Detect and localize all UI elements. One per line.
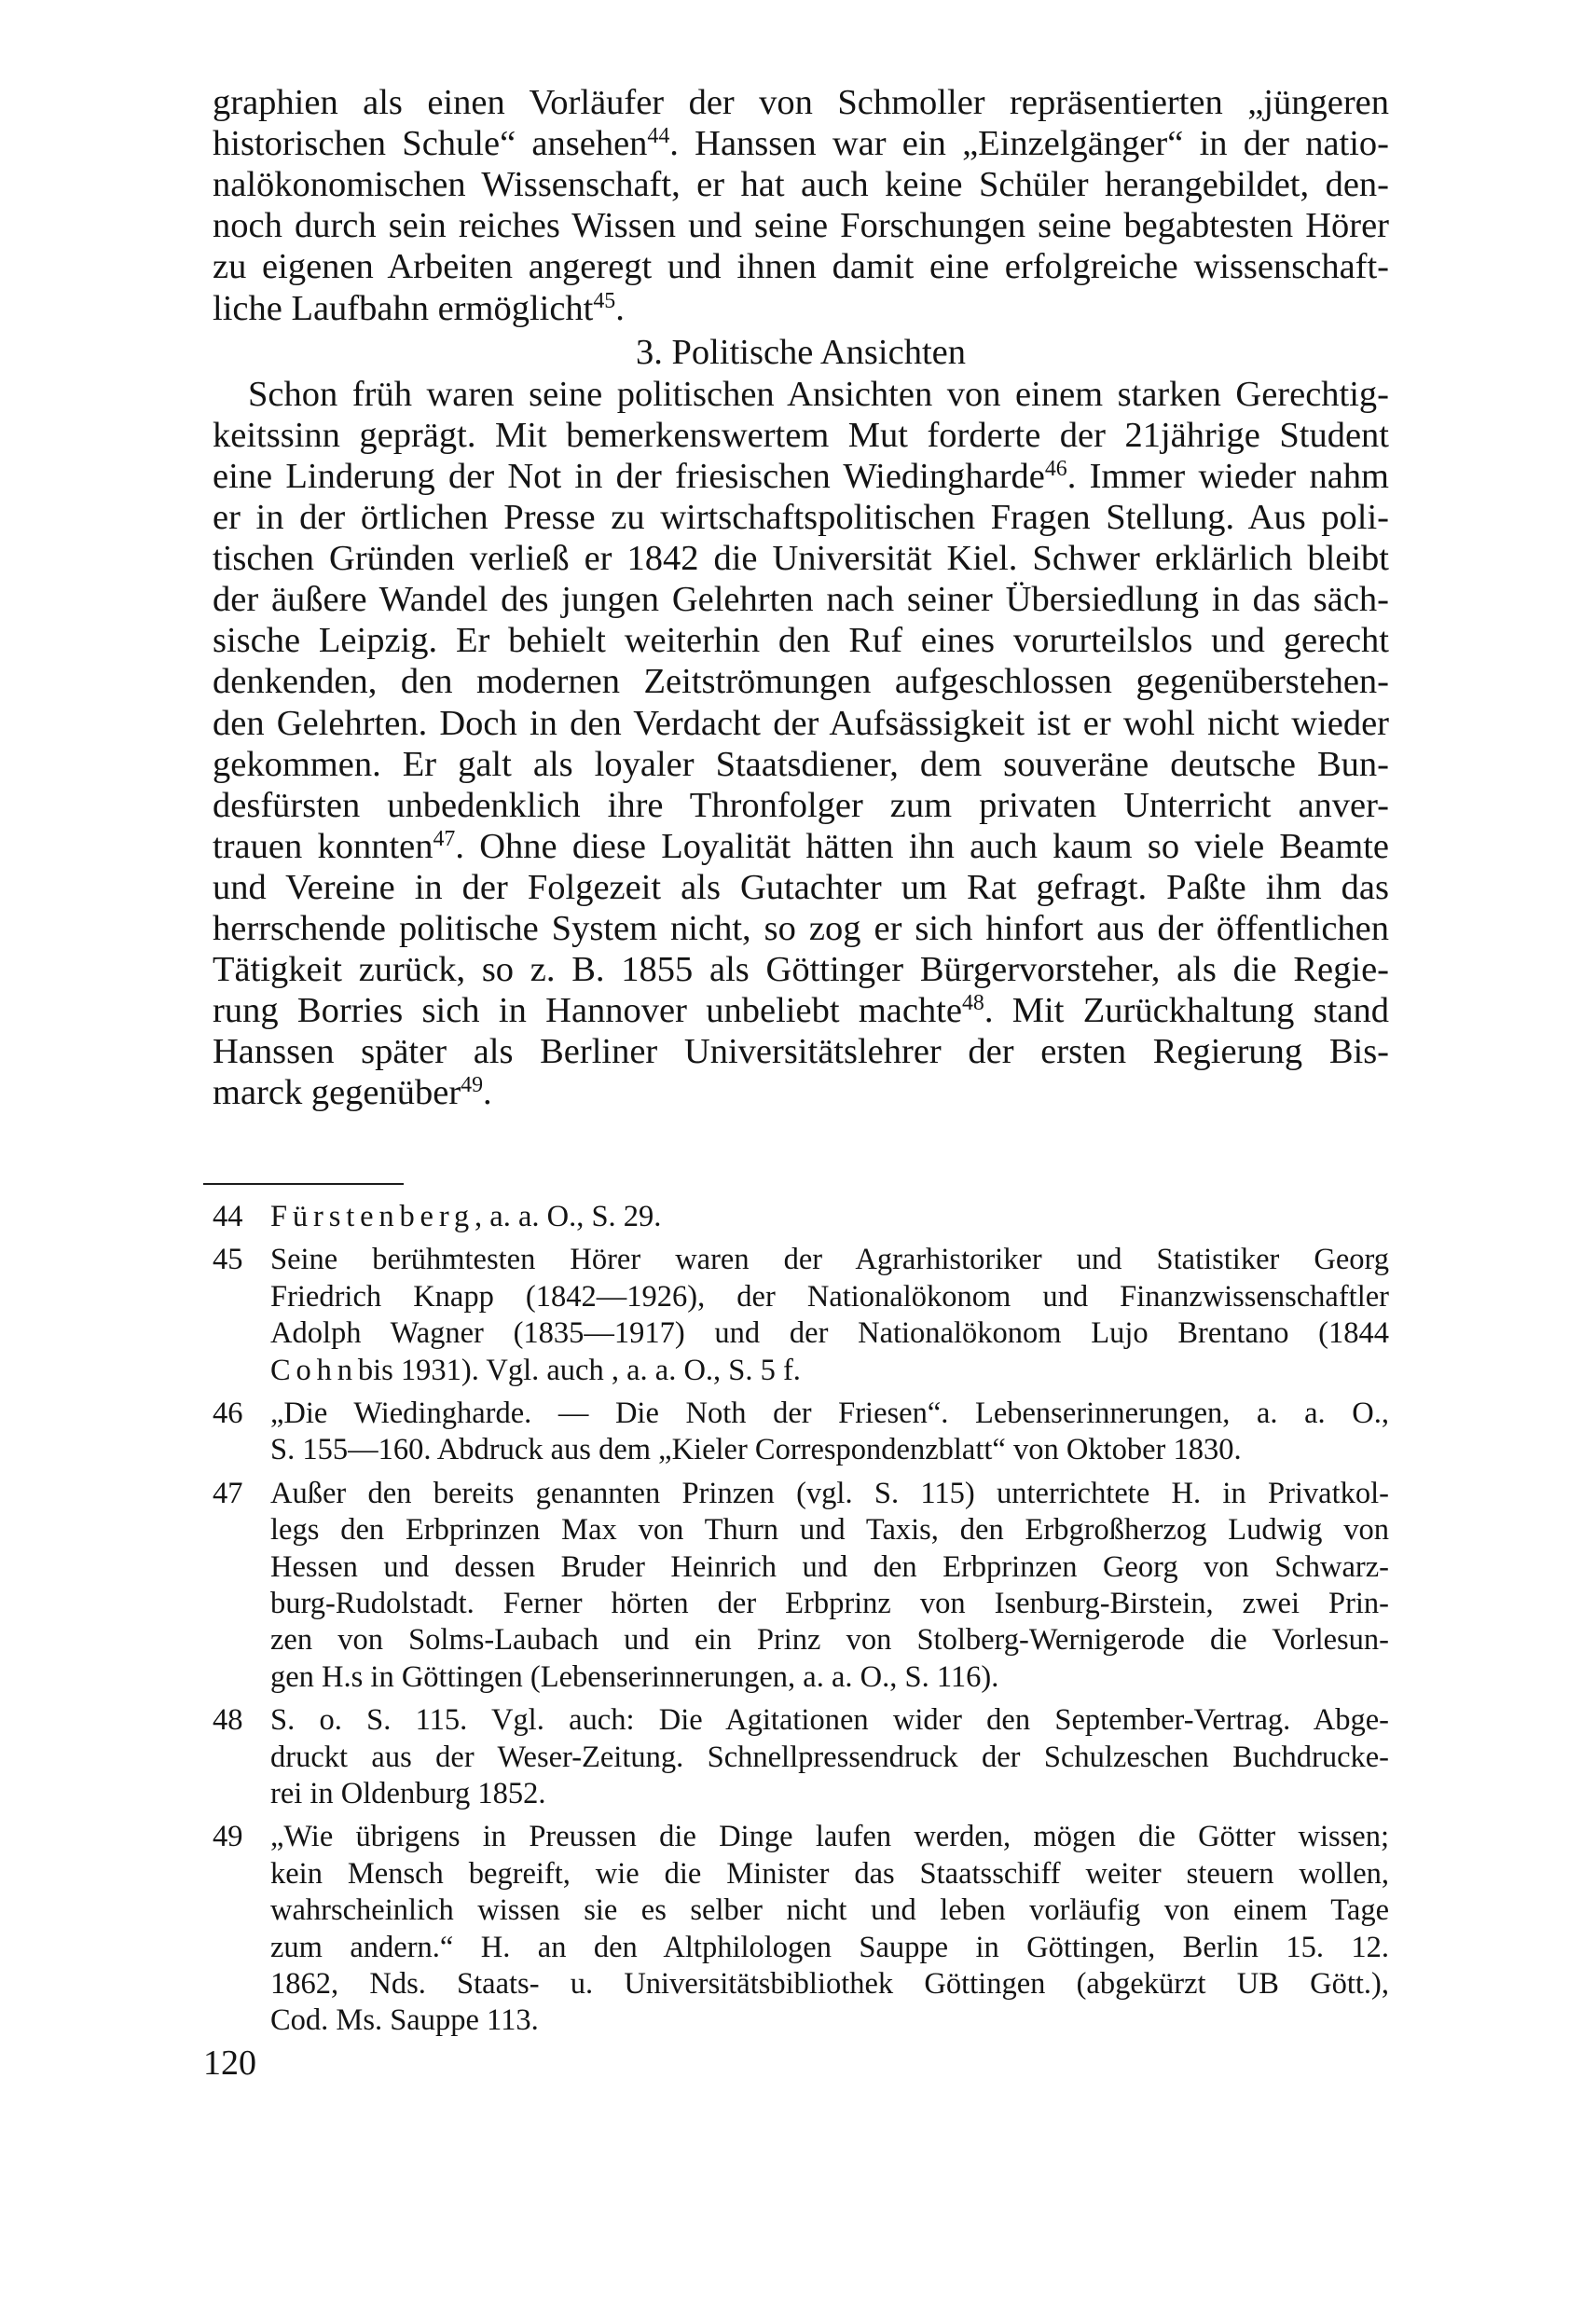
text-line xyxy=(213,661,1389,702)
text-line xyxy=(213,908,1389,949)
line-text-rest: . Mit Zurückhaltung stand xyxy=(984,991,1389,1031)
line-text: gen H.s in Göttingen (Lebenserinnerungen, a. a. O., S. 116). xyxy=(270,1659,999,1694)
footnote-line xyxy=(270,1776,1389,1812)
footnote-line xyxy=(270,1512,1389,1548)
line-text: graphien als einen Vorläufer der von Schmoller repräsentierten „jüngeren xyxy=(213,83,1389,122)
footnote-reference: 47 xyxy=(433,826,456,851)
text-line xyxy=(213,990,1389,1031)
footnote-reference: 48 xyxy=(962,991,984,1016)
line-text: , a. a. O., S. 29. xyxy=(475,1200,662,1233)
line-text: der äußere Wandel des jungen Gelehrten nach seiner Übersiedlung in das säch- xyxy=(213,580,1389,620)
text-line xyxy=(213,785,1389,826)
text-line xyxy=(213,1031,1389,1072)
line-text: zu eigenen Arbeiten angeregt und ihnen damit eine erfolgreiche wissenschaft- xyxy=(213,247,1389,287)
footnote-rule xyxy=(203,1183,404,1185)
line-text: nalökonomischen Wissenschaft, er hat auch keine Schüler herangebildet, den- xyxy=(213,165,1389,205)
footnote-line xyxy=(270,1315,1389,1352)
footnote-line xyxy=(270,1199,1389,1235)
text-line xyxy=(213,703,1389,744)
footnote-line xyxy=(270,1279,1389,1315)
footnote-number: 45 xyxy=(213,1243,243,1277)
footnote-line xyxy=(270,1549,1389,1586)
footnote-line xyxy=(270,1930,1389,1966)
line-text: Schon früh waren seine politischen Ansichten von einem starken Gerechtig- xyxy=(248,374,1389,414)
footnote-line xyxy=(270,2002,1389,2039)
line-text: druckt aus der Weser-Zeitung. Schnellpressendruck der Schulzeschen Buchdrucke- xyxy=(270,1740,1389,1774)
text-line xyxy=(213,164,1389,205)
footnote-line xyxy=(270,1622,1389,1658)
spaced-author-name: Cohn xyxy=(270,1353,358,1387)
line-text: trauen konnten xyxy=(213,826,433,866)
line-text: liche Laufbahn ermöglicht xyxy=(213,288,594,328)
line-text: rei in Oldenburg 1852. xyxy=(270,1776,546,1810)
line-text: noch durch sein reiches Wissen und seine Forschungen seine begabtesten Hörer xyxy=(213,206,1389,246)
page-number: 120 xyxy=(203,2044,256,2083)
line-text: 1862, Nds. Staats- u. Universitätsbibliothek Göttingen (abgekürzt UB Gött.), xyxy=(270,1966,1389,2001)
line-text-rest: . Hanssen war ein „Einzelgänger“ in der natio- xyxy=(669,124,1389,164)
line-text-rest: , a. a. O., S. 5 f. xyxy=(611,1353,801,1387)
footnote-44 xyxy=(213,1199,1389,1235)
line-text: legs den Erbprinzen Max von Thurn und Taxis, den Erbgroßherzog Ludwig von xyxy=(270,1513,1389,1548)
line-text: S. o. S. 115. Vgl. auch: Die Agitationen wider den September-Vertrag. Abge- xyxy=(270,1703,1389,1738)
line-text: Adolph Wagner (1835—1917) und der Nationalökonom Lujo Brentano (1844 xyxy=(270,1316,1389,1351)
text-line xyxy=(213,288,1389,329)
text-line xyxy=(213,456,1389,497)
footnote-line xyxy=(270,1819,1389,1855)
line-text: Tätigkeit zurück, so z. B. 1855 als Göttinger Bürgervorsteher, als die Regie- xyxy=(213,950,1389,990)
line-text: „Wie übrigens in Preussen die Dinge laufen werden, mögen die Götter wissen; xyxy=(270,1820,1389,1854)
footnote-number: 46 xyxy=(213,1397,243,1430)
text-line xyxy=(213,538,1389,579)
footnote-number: 47 xyxy=(213,1476,243,1510)
text-line xyxy=(213,205,1389,246)
line-text: sische Leipzig. Er behielt weiterhin den Ruf eines vorurteilslos und gerecht xyxy=(213,621,1389,661)
text-line xyxy=(213,123,1389,164)
text-line xyxy=(213,82,1389,123)
footnote-line xyxy=(270,1892,1389,1929)
line-text-rest: . xyxy=(615,288,625,328)
footnote-reference: 46 xyxy=(1044,456,1067,481)
line-text: Außer den bereits genannten Prinzen (vgl. S. 115) unterrichtete H. in Privatkol- xyxy=(270,1476,1389,1510)
text-line xyxy=(213,949,1389,990)
line-text: „Die Wiedingharde. — Die Noth der Friesen“. Lebenserinnerungen, a. a. O., xyxy=(270,1397,1389,1430)
text-line xyxy=(213,415,1389,456)
line-text: rung Borries sich in Hannover unbeliebt machte xyxy=(213,991,962,1031)
line-text: keitssinn geprägt. Mit bemerkenswertem Mut forderte der 21jährige Student xyxy=(213,415,1389,455)
line-text-rest: . Immer wieder nahm xyxy=(1066,456,1389,496)
text-line xyxy=(213,867,1389,908)
line-text: herrschende politische System nicht, so zog er sich hinfort aus der öffentlichen xyxy=(213,909,1389,948)
footnote-line xyxy=(270,1396,1389,1432)
footnote-48 xyxy=(213,1702,1389,1812)
line-text: gekommen. Er galt als loyaler Staatsdiener, dem souveräne deutsche Bun- xyxy=(213,744,1389,784)
text-line xyxy=(213,579,1389,620)
footnote-reference: 45 xyxy=(593,288,616,313)
footnote-line xyxy=(270,1966,1389,2002)
line-text: Hessen und dessen Bruder Heinrich und den Erbprinzen Georg von Schwarz- xyxy=(270,1549,1389,1584)
line-text: tischen Gründen verließ er 1842 die Universität Kiel. Schwer erklärlich bleibt xyxy=(213,539,1389,579)
footnote-line xyxy=(270,1242,1389,1278)
footnote-line xyxy=(270,1659,1389,1696)
footnote-line xyxy=(270,1702,1389,1739)
line-text: historischen Schule“ ansehen xyxy=(213,124,648,164)
footnote-reference: 44 xyxy=(647,123,670,148)
footnote-47 xyxy=(213,1476,1389,1696)
footnote-number: 44 xyxy=(213,1200,243,1233)
text-line xyxy=(213,826,1389,867)
line-text: Cod. Ms. Sauppe 113. xyxy=(270,2003,539,2038)
line-text: Seine berühmtesten Hörer waren der Agrarhistoriker und Statistiker Georg xyxy=(270,1243,1389,1277)
footnote-line xyxy=(270,1353,1389,1389)
line-text: wahrscheinlich wissen sie es selber nicht und leben vorläufig von einem Tage xyxy=(270,1893,1389,1928)
footnote-number: 48 xyxy=(213,1703,243,1738)
footnote-line xyxy=(270,1586,1389,1622)
text-line xyxy=(248,374,1389,415)
line-text: denkenden, den modernen Zeitströmungen aufgeschlossen gegenüberstehen- xyxy=(213,662,1389,702)
line-text: Friedrich Knapp (1842—1926), der Nationalökonom und Finanzwissenschaftler xyxy=(270,1279,1389,1314)
line-text: bis 1931). Vgl. auch xyxy=(357,1353,612,1387)
text-line xyxy=(213,1072,1389,1113)
text-line xyxy=(213,744,1389,785)
line-text: zum andern.“ H. an den Altphilologen Sauppe in Göttingen, Berlin 15. 12. xyxy=(270,1930,1389,1964)
footnote-49 xyxy=(213,1819,1389,2039)
footnote-line xyxy=(270,1432,1389,1468)
line-text: den Gelehrten. Doch in den Verdacht der Aufsässigkeit ist er wohl nicht wieder xyxy=(213,703,1389,743)
line-text: burg-Rudolstadt. Ferner hörten der Erbprinz von Isenburg-Birstein, zwei Prin- xyxy=(270,1586,1389,1620)
line-text: S. 155—160. Abdruck aus dem „Kieler Correspondenzblatt“ von Oktober 1830. xyxy=(270,1433,1242,1467)
footnote-line xyxy=(270,1476,1389,1512)
text-line xyxy=(213,620,1389,661)
line-text-rest: . Ohne diese Loyalität hätten ihn auch kaum so viele Beamte xyxy=(455,826,1390,866)
line-text-rest: . xyxy=(483,1073,492,1113)
footnote-45 xyxy=(213,1242,1389,1389)
line-text: marck gegenüber xyxy=(213,1073,461,1113)
section-heading: 3. Politische Ansichten xyxy=(636,332,966,372)
line-text: desfürsten unbedenklich ihre Thronfolger zum privaten Unterricht anver- xyxy=(213,785,1389,825)
line-text: und Vereine in der Folgezeit als Gutachter um Rat gefragt. Paßte ihm das xyxy=(213,867,1389,907)
footnote-line xyxy=(270,1856,1389,1892)
text-line xyxy=(213,497,1389,538)
footnote-46 xyxy=(213,1396,1389,1469)
line-text: zen von Solms-Laubach und ein Prinz von Stolberg-Wernigerode die Vorlesun- xyxy=(270,1623,1389,1658)
footnote-number: 49 xyxy=(213,1820,243,1854)
spaced-author-name: Fürstenberg xyxy=(270,1200,475,1233)
line-text: kein Mensch begreift, wie die Minister das Staatsschiff weiter steuern wollen, xyxy=(270,1856,1389,1891)
line-text: eine Linderung der Not in der friesischen Wiedingharde xyxy=(213,456,1045,496)
line-text: Hanssen später als Berliner Universitätslehrer der ersten Regierung Bis- xyxy=(213,1032,1389,1072)
footnote-line xyxy=(270,1740,1389,1776)
line-text: er in der örtlichen Presse zu wirtschaftspolitischen Fragen Stellung. Aus poli- xyxy=(213,498,1389,537)
footnote-reference: 49 xyxy=(461,1073,484,1098)
text-line xyxy=(213,246,1389,287)
